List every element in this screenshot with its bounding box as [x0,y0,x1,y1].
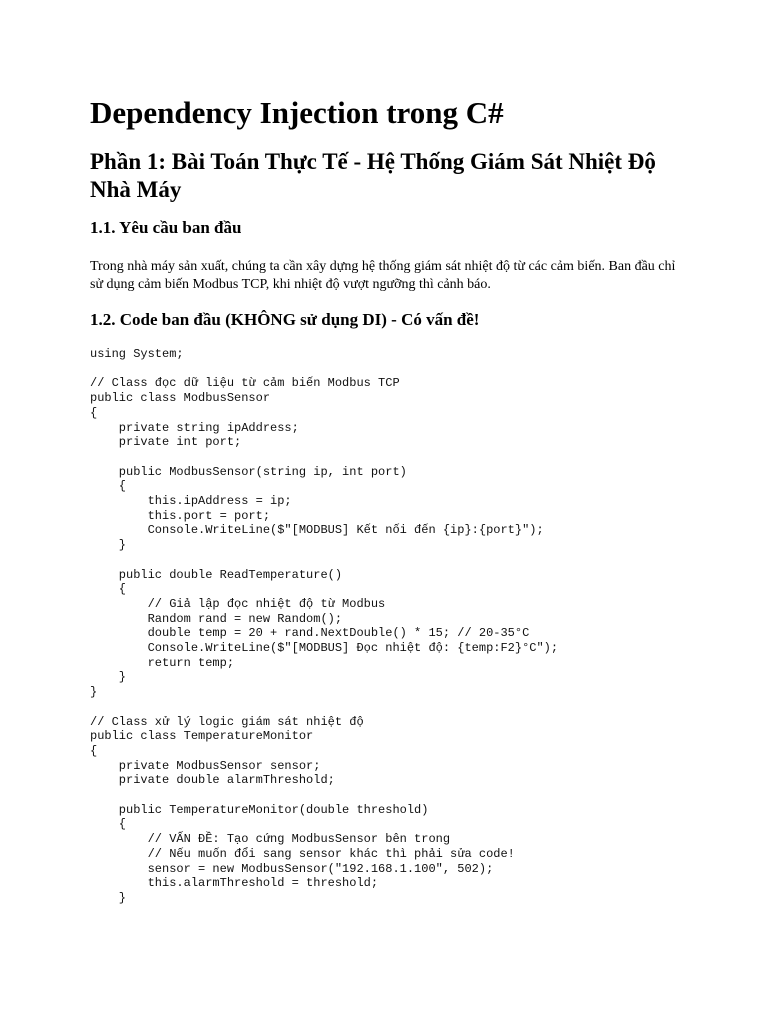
code-line: { [90,405,98,420]
code-line: Console.WriteLine($"[MODBUS] Kết nối đến {ip}:{port}"); [90,523,544,538]
code-line: private ModbusSensor sensor; [90,758,321,773]
code-line [90,450,730,465]
code-line: private int port; [90,435,242,450]
code-line: public class ModbusSensor [90,391,271,406]
code-line: using System; [90,347,184,361]
code-line: { [90,479,127,494]
code-line: // VẤN ĐỀ: Tạo cứng ModbusSensor bên trong [90,832,451,847]
code-line: public TemperatureMonitor(double threshold) [90,802,429,817]
code-line: // Class xử lý logic giám sát nhiệt độ [90,714,364,729]
code-line: // Class đọc dữ liệu từ cảm biến Modbus TCP [90,376,400,391]
section-heading-1-1: 1.1. Yêu cầu ban đầu [90,218,242,237]
code-line: this.alarmThreshold = threshold; [90,876,379,891]
code-line: Console.WriteLine($"[MODBUS] Đọc nhiệt độ: {temp:F2}°C"); [90,641,559,656]
code-line: private double alarmThreshold; [90,773,335,788]
code-line [90,553,730,568]
code-line: } [90,538,127,553]
code-line: { [90,817,127,832]
code-line: } [90,890,127,905]
code-line: // Giả lập đọc nhiệt độ từ Modbus [90,596,386,611]
code-block [90,347,730,906]
code-line: public double ReadTemperature() [90,567,343,582]
code-line: return temp; [90,655,235,670]
document-title: Dependency Injection trong C# [90,95,504,130]
code-line: { [90,582,127,597]
code-line: double temp = 20 + rand.NextDouble() * 15; // 20-35°C [90,626,530,641]
code-line: this.port = port; [90,508,271,523]
part-heading: Phần 1: Bài Toán Thực Tế - Hệ Thống Giám Sát Nhiệt Độ Nhà Máy [90,149,656,202]
code-line: private string ipAddress; [90,420,299,435]
code-line: // Nếu muốn đổi sang sensor khác thì phải sửa code! [90,846,515,861]
code-line: sensor = new ModbusSensor("192.168.1.100", 502); [90,861,494,876]
code-line: { [90,743,98,758]
code-line [90,788,730,803]
section-heading-1-2: 1.2. Code ban đầu (KHÔNG sử dụng DI) - Có vấn đề! [90,310,480,329]
section-paragraph: Trong nhà máy sản xuất, chúng ta cần xây dựng hệ thống giám sát nhiệt độ từ các cảm biến. Ban đầu chỉ sử dụng cảm biến Modbus TCP, khi nhiệt độ vượt ngưỡng thì cảnh báo. [90,259,676,292]
code-line: Random rand = new Random(); [90,611,343,626]
code-line: this.ipAddress = ip; [90,494,292,508]
code-line [90,362,730,377]
code-line: } [90,670,127,685]
code-line: public ModbusSensor(string ip, int port) [90,464,407,479]
code-line: public class TemperatureMonitor [90,729,314,744]
code-line [90,700,730,715]
code-line: } [90,685,98,700]
